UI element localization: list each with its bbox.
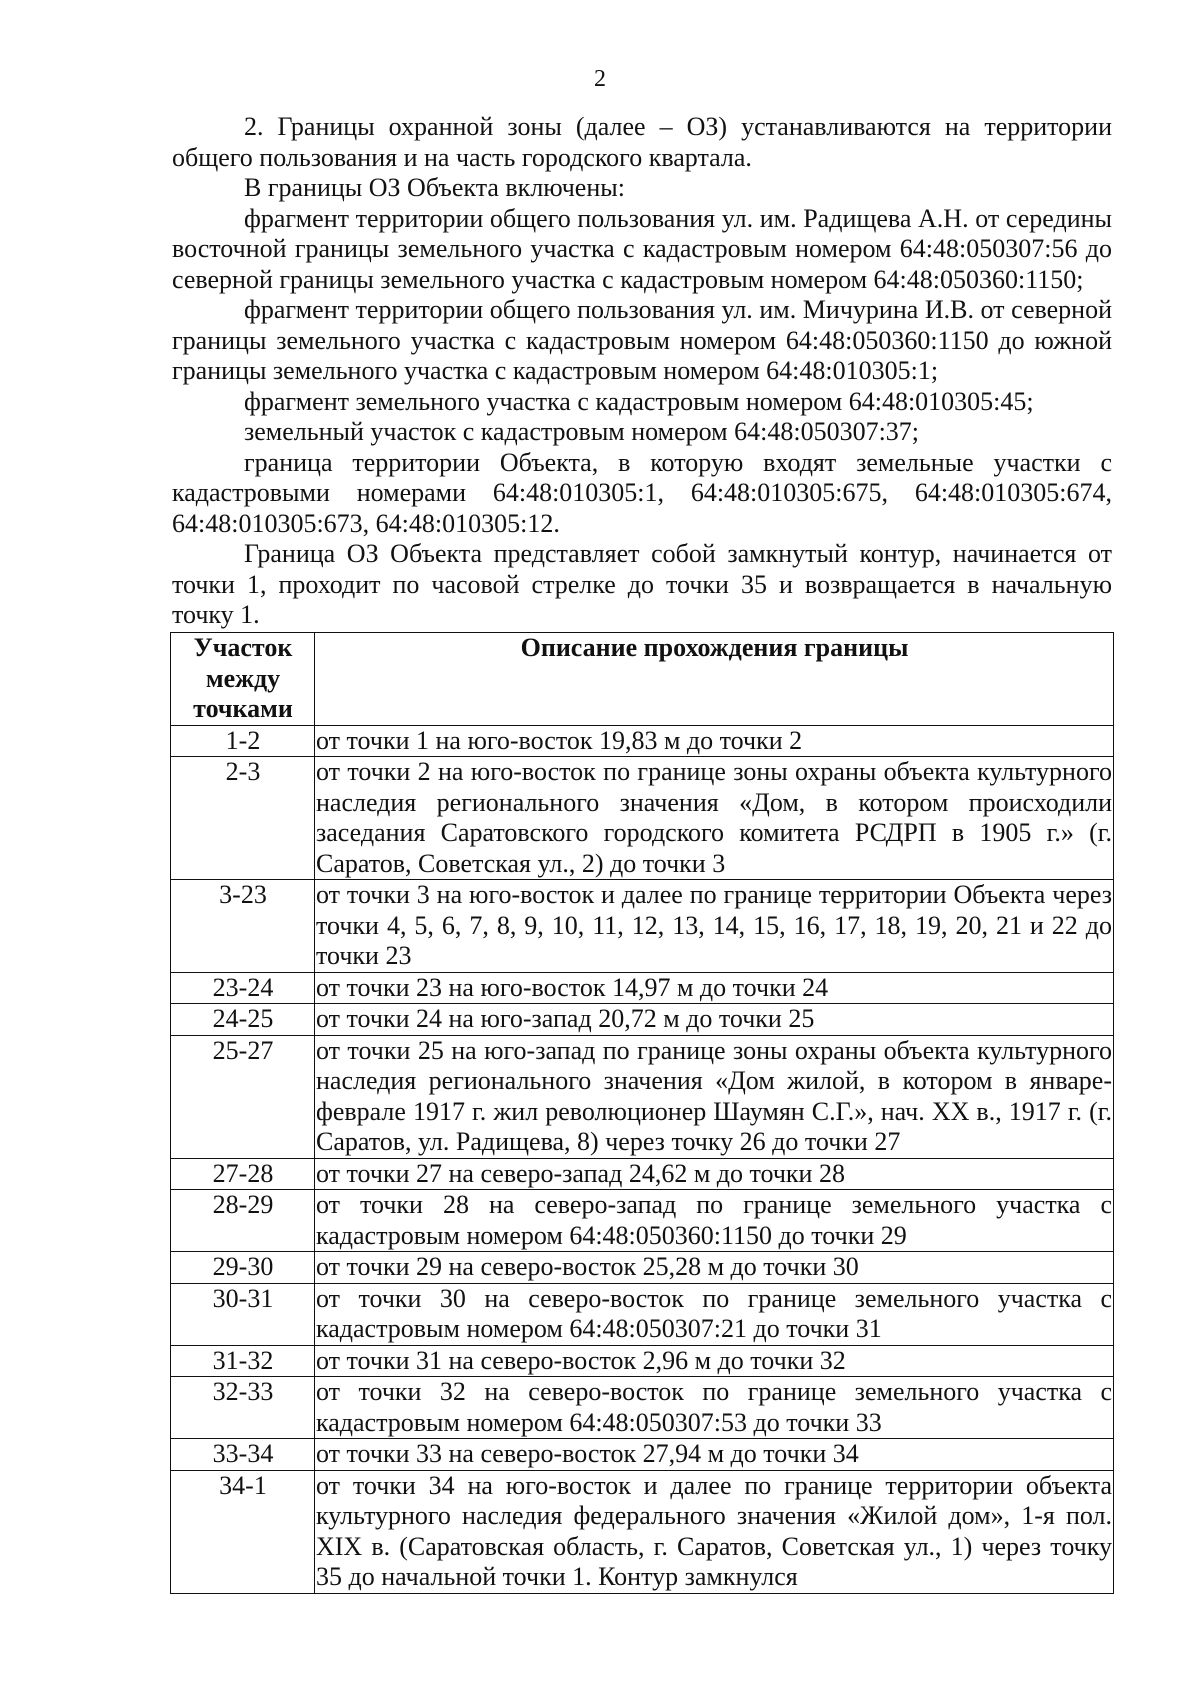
segment-cell: 2-3 [171, 757, 315, 880]
boundary-table [170, 632, 1114, 1594]
table-row [171, 1190, 1114, 1252]
paragraph-radishcheva-fragment: фрагмент территории общего пользования ул. им. Радищева А.Н. от середины восточной границы земельного участка с кадастровым номером 64:48:050307:56 до северной границы земельного участка с кадастровым номером 64:48:050360:1150; [172, 203, 1112, 294]
description-cell: от точки 33 на северо-восток 27,94 м до точки 34 [315, 1439, 1114, 1471]
description-cell: от точки 30 на северо-восток по границе земельного участка с кадастровым номером 64:48:050307:21 до точки 31 [316, 1283, 1112, 1343]
table-row [171, 1377, 1114, 1439]
table-row [171, 1158, 1114, 1190]
segment-cell: 30-31 [171, 1283, 315, 1345]
table-row [171, 972, 1114, 1004]
paragraph-oz-boundaries: 2. Границы охранной зоны (далее – ОЗ) устанавливаются на территории общего пользования и на часть городского квартала. [172, 112, 1112, 172]
page-number: 2 [594, 66, 606, 92]
segment-cell: 29-30 [171, 1252, 315, 1284]
description-cell: от точки 34 на юго-восток и далее по границе территории объекта культурного наследия федерального значения «Жилой дом», 1-я пол. XIX в. (Саратовская область, г. Саратов, Советская ул., 1) через точку 35 до начальной точки 1. Контур замкнулся [316, 1470, 1112, 1591]
header-description: Описание прохождения границы [315, 633, 1114, 726]
segment-cell: 27-28 [171, 1158, 315, 1190]
description-cell: от точки 1 на юго-восток 19,83 м до точки 2 [315, 725, 1114, 757]
segment-cell: 31-32 [171, 1345, 315, 1377]
description-cell: от точки 23 на юго-восток 14,97 м до точки 24 [315, 972, 1114, 1004]
table-row [171, 725, 1114, 757]
segment-cell: 24-25 [171, 1004, 315, 1036]
description-cell: от точки 32 на северо-восток по границе земельного участка с кадастровым номером 64:48:050307:53 до точки 33 [316, 1377, 1112, 1437]
document-body [172, 112, 1112, 631]
table-row [171, 1283, 1114, 1345]
paragraph-object-territory: граница территории Объекта, в которую входят земельные участки с кадастровыми номерами 64:48:010305:1, 64:48:010305:675, 64:48:010305:674, 64:48:010305:673, 64:48:010305:12. [172, 447, 1112, 538]
description-cell: от точки 31 на северо-восток 2,96 м до точки 32 [315, 1345, 1114, 1377]
table-row [171, 1345, 1114, 1377]
description-cell: от точки 24 на юго-запад 20,72 м до точки 25 [315, 1004, 1114, 1036]
table-row [171, 1470, 1114, 1593]
description-cell: от точки 27 на северо-запад 24,62 м до точки 28 [315, 1158, 1114, 1190]
paragraph-land-plot-fragment: фрагмент земельного участка с кадастровым номером 64:48:010305:45; [244, 386, 1034, 416]
description-cell: от точки 29 на северо-восток 25,28 м до точки 30 [315, 1252, 1114, 1284]
table-row [171, 1035, 1114, 1158]
paragraph-contour-description: Граница ОЗ Объекта представляет собой замкнутый контур, начинается от точки 1, проходит по часовой стрелке до точки 35 и возвращается в начальную точку 1. [172, 539, 1112, 629]
segment-cell: 28-29 [171, 1190, 315, 1252]
header-segment: Участок между точками [171, 633, 315, 726]
table-row [171, 1439, 1114, 1471]
paragraph-oz-included: В границы ОЗ Объекта включены: [244, 173, 625, 202]
table-row [171, 757, 1114, 880]
table-row [171, 1252, 1114, 1284]
segment-cell: 34-1 [171, 1470, 315, 1593]
segment-cell: 23-24 [171, 972, 315, 1004]
segment-cell: 32-33 [171, 1377, 315, 1439]
segment-cell: 25-27 [171, 1035, 315, 1158]
description-cell: от точки 3 на юго-восток и далее по границе территории Объекта через точки 4, 5, 6, 7, 8, 9, 10, 11, 12, 13, 14, 15, 16, 17, 18, 19, 20, 21 и 22 до точки 23 [316, 880, 1112, 970]
table-row [171, 880, 1114, 973]
paragraph-michurina-fragment: фрагмент территории общего пользования ул. им. Мичурина И.В. от северной границы земельного участка с кадастровым номером 64:48:050360:1150 до южной границы земельного участка с кадастровым номером 64:48:010305:1; [172, 295, 1112, 385]
segment-cell: 3-23 [171, 880, 315, 973]
description-cell: от точки 28 на северо-запад по границе земельного участка с кадастровым номером 64:48:050360:1150 до точки 29 [316, 1190, 1112, 1250]
segment-cell: 1-2 [171, 725, 315, 757]
table-row [171, 1004, 1114, 1036]
table-header-row [171, 633, 1114, 726]
description-cell: от точки 2 на юго-восток по границе зоны охраны объекта культурного наследия регионального значения «Дом, в котором происходили заседания Саратовского городского комитета РСДРП в 1905 г.» (г. Саратов, Советская ул., 2) до точки 3 [316, 757, 1112, 878]
paragraph-land-plot: земельный участок с кадастровым номером 64:48:050307:37; [244, 417, 920, 446]
description-cell: от точки 25 на юго-запад по границе зоны охраны объекта культурного наследия регионального значения «Дом жилой, в котором в январе-феврале 1917 г. жил революционер Шаумян С.Г.», нач. XX в., 1917 г. (г. Саратов, ул. Радищева, 8) через точку 26 до точки 27 [316, 1035, 1112, 1156]
segment-cell: 33-34 [171, 1439, 315, 1471]
